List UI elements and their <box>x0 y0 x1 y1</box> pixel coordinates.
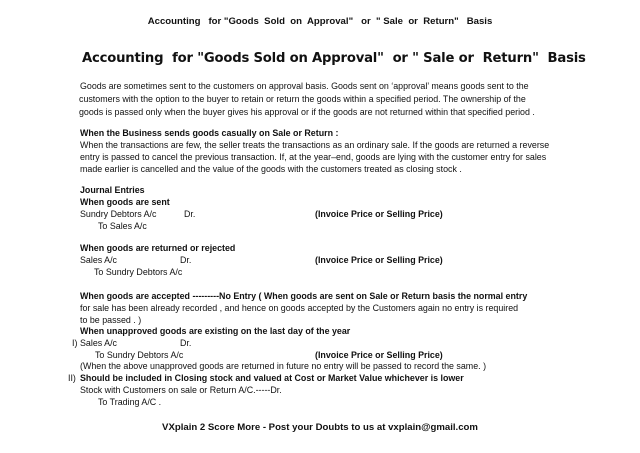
accepted-line: to be passed . ) <box>80 315 142 325</box>
accepted-line: for sale has been already recorded , and hence on goods accepted by the Customers again no entry is required <box>80 303 519 313</box>
dr-label: Dr. <box>184 209 196 219</box>
intro-line: customers with the option to the buyer to retain or return the goods within a specified period. The ownership of the <box>79 94 526 104</box>
intro-line: goods is passed only when the buyer gives his approval or if the goods are not returned within that specified period . <box>79 107 535 117</box>
returned-debit: Sales A/c <box>80 255 117 265</box>
dr-label: Dr. <box>180 338 192 348</box>
unapproved-heading: When unapproved goods are existing on the last day of the year <box>80 326 351 336</box>
casual-heading: When the Business sends goods casually on Sale or Return : <box>80 128 339 138</box>
item-i-label: I) <box>72 338 78 348</box>
sent-debit: Sundry Debtors A/c <box>80 209 157 219</box>
ii-credit: To Trading A/C . <box>98 397 162 407</box>
page-header: Accounting for "Goods Sold on Approval" or " Sale or Return" Basis <box>147 16 493 27</box>
i-debit: Sales A/c <box>80 338 117 348</box>
returned-credit: To Sundry Debtors A/c <box>94 267 183 277</box>
i-credit: To Sundry Debtors A/c <box>95 350 184 360</box>
intro-line: Goods are sometimes sent to the customers on approval basis. Goods sent on ‘approval’ means goods sent to the <box>80 81 529 91</box>
document-title: Accounting for "Goods Sold on Approval" or " Sale or Return" Basis <box>82 51 586 66</box>
ii-heading: Should be included in Closing stock and valued at Cost or Market Value whichever is lower <box>80 373 464 383</box>
sent-heading: When goods are sent <box>80 197 170 207</box>
item-ii-label: II) <box>68 373 76 383</box>
i-note: (When the above unapproved goods are returned in future no entry will be passed to record the same. ) <box>80 361 487 371</box>
dr-label: Dr. <box>180 255 192 265</box>
accepted-heading: When goods are accepted ---------No Entry ( When goods are sent on Sale or Return basis the normal entry <box>80 291 528 301</box>
casual-line: made earlier is cancelled and the value of the goods with the customers treated as closing stock . <box>80 164 462 174</box>
returned-heading: When goods are returned or rejected <box>80 243 236 253</box>
journal-heading: Journal Entries <box>80 185 145 195</box>
price-note: (Invoice Price or Selling Price) <box>315 350 443 360</box>
casual-line: When the transactions are few, the seller treats the transactions as an ordinary sale. If the goods are returned a reverse <box>80 140 550 150</box>
casual-line: entry is passed to cancel the previous transaction. If, at the year–end, goods are lying with the customer entry for sales <box>80 152 547 162</box>
ii-debit: Stock with Customers on sale or Return A/C.-----Dr. <box>80 385 282 395</box>
price-note: (Invoice Price or Selling Price) <box>315 209 443 219</box>
sent-credit: To Sales A/c <box>98 221 147 231</box>
page-footer: VXplain 2 Score More - Post your Doubts to us at vxplain@gmail.com <box>162 422 478 433</box>
price-note: (Invoice Price or Selling Price) <box>315 255 443 265</box>
